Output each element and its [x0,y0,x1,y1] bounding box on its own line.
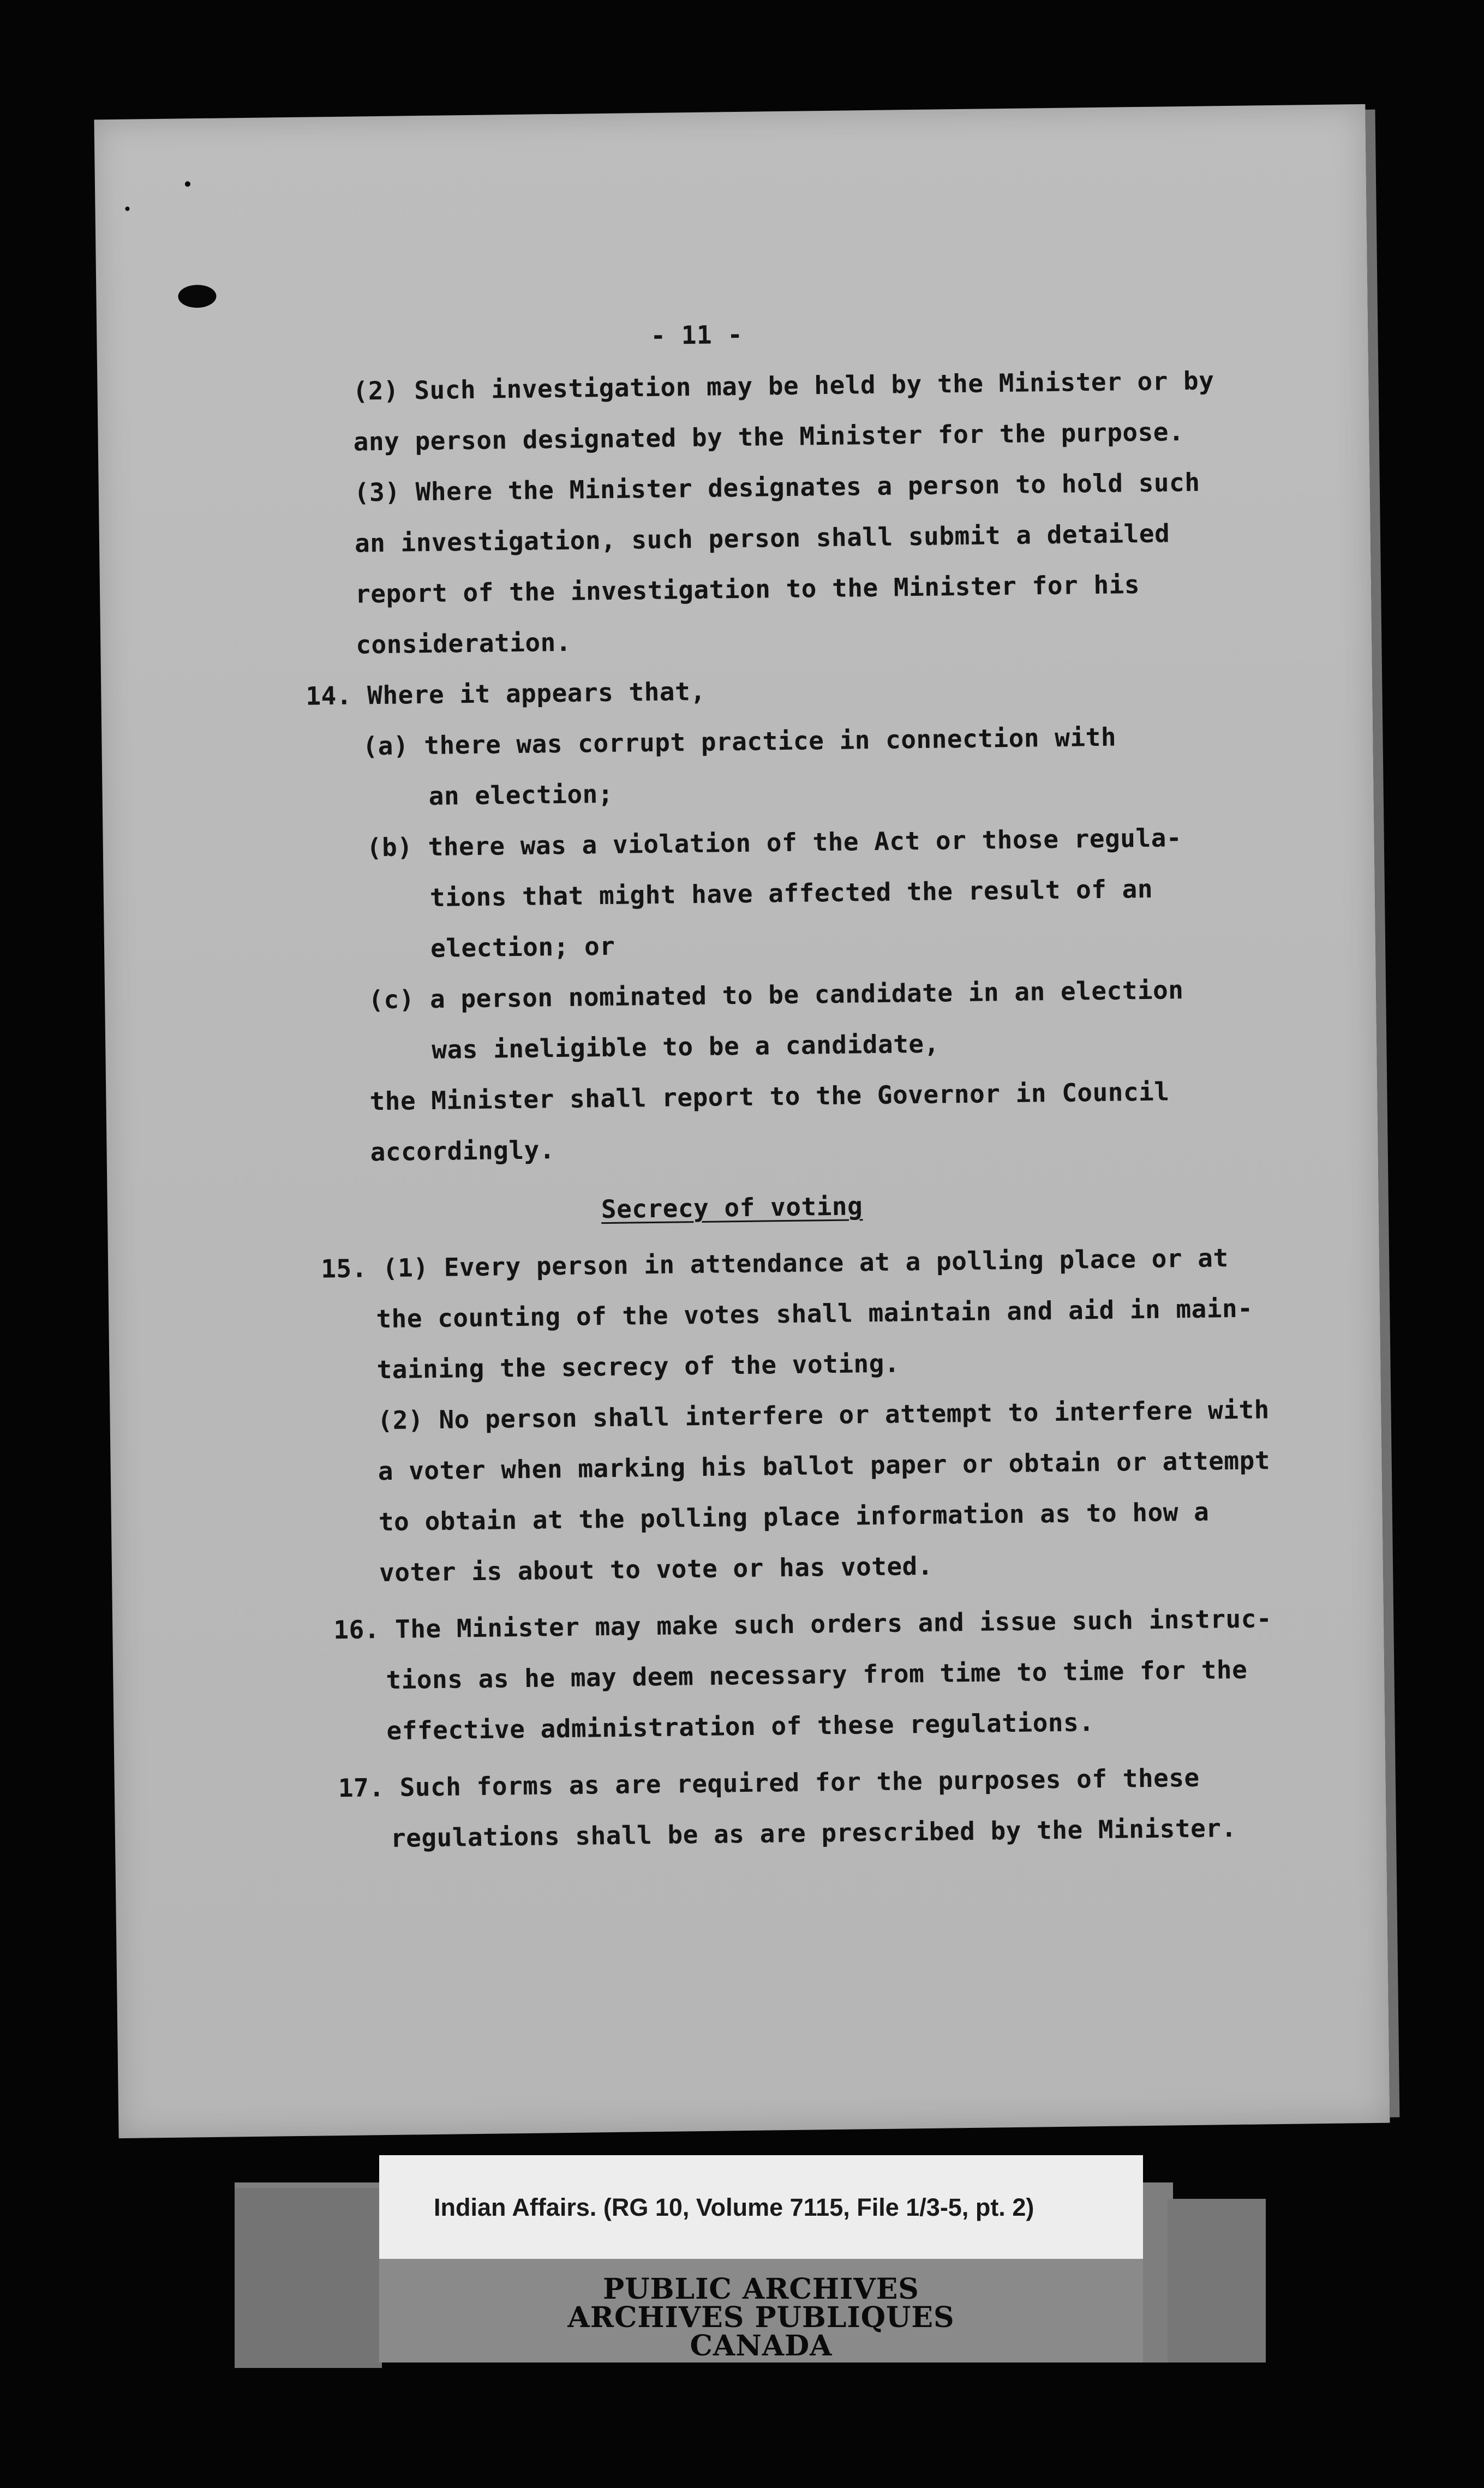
section-17-line: 17. Such forms as are required for the purposes of these [338,1762,1200,1803]
archive-label-tab [1168,2199,1266,2363]
text-line: (b) there was a violation of the Act or those regula- [366,823,1182,863]
text-line: report of the investigation to the Minister for his [355,570,1140,609]
text-line: (2) Such investigation may be held by the Minister or by [352,366,1214,406]
text-line: (3) Where the Minister designates a person to hold such [354,467,1200,507]
section-14-intro: 14. Where it appears that, [306,676,706,711]
text-line: effective administration of these regulations. [386,1707,1094,1746]
text-line: a voter when marking his ballot paper or obtain or attempt [378,1445,1271,1486]
archive-stamp [379,2259,1143,2363]
text-line: the Minister shall report to the Governor in Council [369,1076,1170,1116]
archive-reference-card [379,2155,1143,2259]
text-line: voter is about to vote or has voted. [379,1551,934,1588]
page-number: - 11 - [650,319,743,350]
text-line: regulations shall be as are prescribed by the Minister. [390,1813,1237,1853]
stamp-line: ARCHIVES PUBLIQUES [567,2301,955,2334]
text-line: an election; [428,779,614,811]
text-line: election; or [430,931,615,963]
text-line: an investigation, such person shall submit a detailed [354,518,1170,558]
section-heading: Secrecy of voting [601,1191,863,1224]
page-edge-shadow [1365,110,1399,2118]
text-line: (2) No person shall interfere or attempt to interfere with [377,1395,1270,1436]
text-line: tions as he may deem necessary from time to time for the [386,1654,1248,1695]
text-line: to obtain at the polling place information as to how a [378,1497,1210,1537]
text-line: taining the secrecy of the voting. [376,1348,900,1385]
section-16-line: 16. The Minister may make such orders and issue such instruc- [333,1604,1272,1645]
stamp-line: PUBLIC ARCHIVES [603,2272,919,2306]
archive-reference: Indian Affairs. (RG 10, Volume 7115, File 1/3-5, pt. 2) [434,2193,1034,2221]
document-page [94,104,1390,2138]
text-line: consideration. [355,627,572,660]
text-line: any person designated by the Minister for the purpose. [353,417,1184,457]
dust-speck [185,181,190,187]
text-line: accordingly. [370,1135,555,1167]
text-line: tions that might have affected the result of an [429,874,1153,912]
text-line: (c) a person nominated to be candidate in an election [368,975,1184,1015]
ink-blot [178,285,217,308]
dust-speck [125,207,129,211]
stamp-line: CANADA [690,2329,833,2363]
text-line: (a) there was corrupt practice in connection with [362,722,1117,761]
text-line: the counting of the votes shall maintain and aid in main- [376,1293,1253,1334]
section-15-line: 15. (1) Every person in attendance at a polling place or at [320,1243,1229,1284]
archive-label-tab [235,2188,382,2368]
text-line: was ineligible to be a candidate, [432,1028,940,1064]
